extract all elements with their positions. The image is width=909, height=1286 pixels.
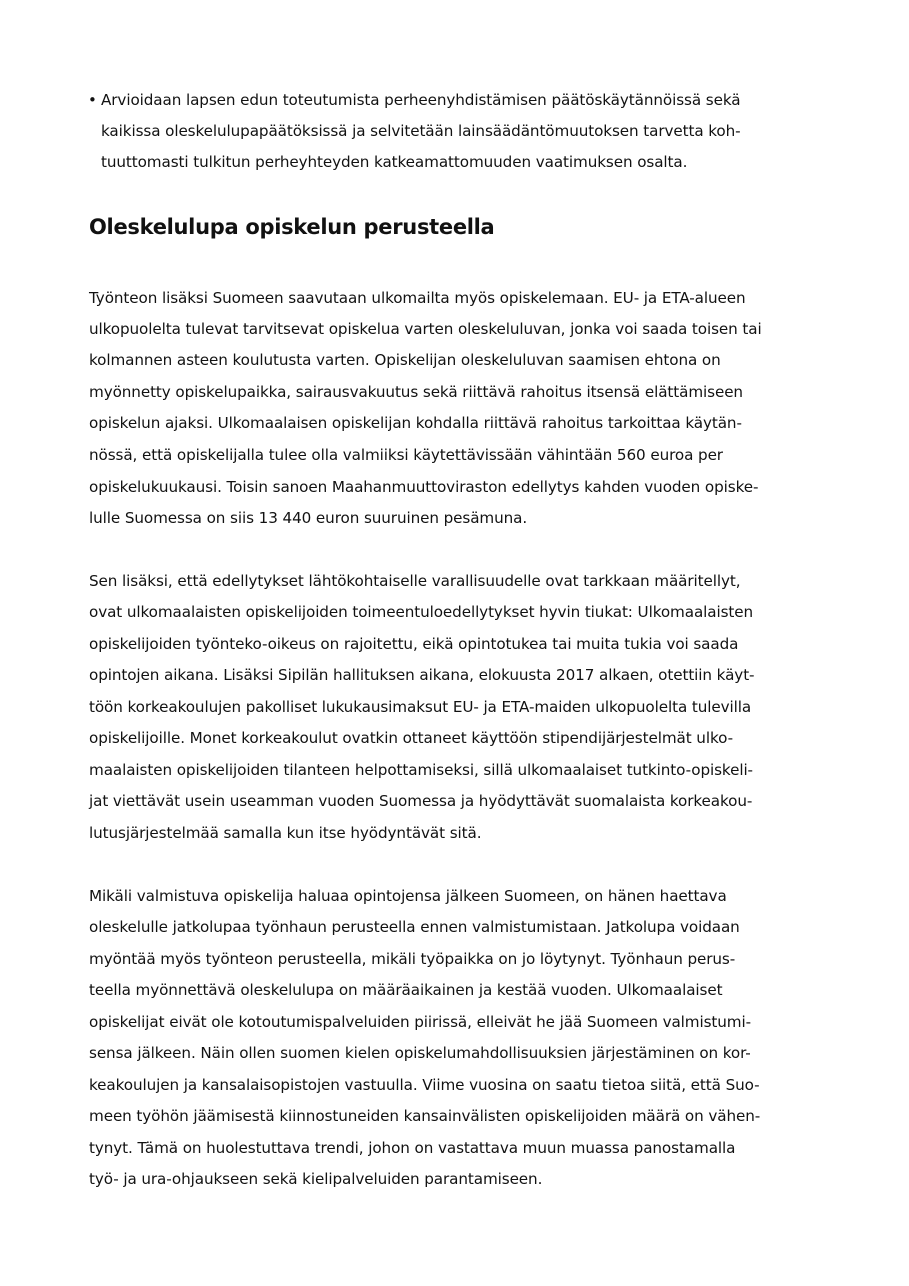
bullet-line: Arvioidaan lapsen edun toteutumista perheenyhdistämisen päätöskäytännöissä sekä [101,91,741,109]
paragraph-line: opiskelijat eivät ole kotoutumispalveluiden piirissä, elleivät he jää Suomeen valmistumi- [89,1013,751,1031]
paragraph-line: töön korkeakoulujen pakolliset lukukausimaksut EU- ja ETA-maiden ulkopuolelta tulevilla [89,698,752,716]
paragraph-line: tynyt. Tämä on huolestuttava trendi, johon on vastattava muun muassa panostamalla [89,1139,736,1157]
bullet-line: kaikissa oleskelulupapäätöksissä ja selvitetään lainsäädäntömuutoksen tarvetta koh- [101,122,741,140]
paragraph-line: kolmannen asteen koulutusta varten. Opiskelijan oleskeluluvan saamisen ehtona on [89,351,721,369]
paragraph-line: Työnteon lisäksi Suomeen saavutaan ulkomailta myös opiskelemaan. EU- ja ETA-alueen [89,289,746,307]
paragraph-line: opiskelijoille. Monet korkeakoulut ovatkin ottaneet käyttöön stipendijärjestelmät ulko- [89,729,733,747]
paragraph-line: nössä, että opiskelijalla tulee olla valmiiksi käytettävissään vähintään 560 euroa per [89,446,723,464]
paragraph-line: jat viettävät usein useamman vuoden Suomessa ja hyödyttävät suomalaista korkeakou- [89,792,753,810]
paragraph-line: sensa jälkeen. Näin ollen suomen kielen opiskelumahdollisuuksien järjestäminen on kor- [89,1044,751,1062]
paragraph-line: meen työhön jäämisestä kiinnostuneiden kansainvälisten opiskelijoiden määrä on vähen- [89,1107,761,1125]
paragraph-line: Sen lisäksi, että edellytykset lähtökohtaiselle varallisuudelle ovat tarkkaan määritellyt, [89,572,741,590]
paragraph-line: teella myönnettävä oleskelulupa on määräaikainen ja kestää vuoden. Ulkomaalaiset [89,981,723,999]
paragraph-line: lulle Suomessa on siis 13 440 euron suuruinen pesämuna. [89,509,528,527]
paragraph-line: ovat ulkomaalaisten opiskelijoiden toimeentuloedellytykset hyvin tiukat: Ulkomaalaisten [89,603,754,621]
paragraph-line: opiskelijoiden työnteko-oikeus on rajoitettu, eikä opintotukea tai muita tukia voi saada [89,635,739,653]
paragraph-line: opintojen aikana. Lisäksi Sipilän hallituksen aikana, elokuusta 2017 alkaen, otettiin käyt- [89,666,755,684]
bullet-line: tuuttomasti tulkitun perheyhteyden katkeamattomuuden vaatimuksen osalta. [101,153,688,171]
paragraph-line: keakoulujen ja kansalaisopistojen vastuulla. Viime vuosina on saatu tietoa siitä, että Suo- [89,1076,760,1094]
paragraph-line: opiskelun ajaksi. Ulkomaalaisen opiskelijan kohdalla riittävä rahoitus tarkoittaa käytän- [89,414,742,432]
paragraph-line: työ- ja ura-ohjaukseen sekä kielipalveluiden parantamiseen. [89,1170,543,1188]
bullet-marker: • [88,91,97,109]
paragraph-line: myönnetty opiskelupaikka, sairausvakuutus sekä riittävä rahoitus itsensä elättämiseen [89,383,743,401]
paragraph-line: myöntää myös työnteon perusteella, mikäli työpaikka on jo löytynyt. Työnhaun perus- [89,950,736,968]
paragraph-line: oleskelulle jatkolupaa työnhaun perusteella ennen valmistumistaan. Jatkolupa voidaan [89,918,740,936]
paragraph-line: opiskelukuukausi. Toisin sanoen Maahanmuuttoviraston edellytys kahden vuoden opiske- [89,478,759,496]
section-heading: Oleskelulupa opiskelun perusteella [89,215,495,239]
paragraph-line: Mikäli valmistuva opiskelija haluaa opintojensa jälkeen Suomeen, on hänen haettava [89,887,727,905]
paragraph-line: lutusjärjestelmää samalla kun itse hyödyntävät sitä. [89,824,482,842]
paragraph-line: ulkopuolelta tulevat tarvitsevat opiskelua varten oleskeluluvan, jonka voi saada toisen tai [89,320,762,338]
paragraph-line: maalaisten opiskelijoiden tilanteen helpottamiseksi, sillä ulkomaalaiset tutkinto-opiskeli- [89,761,753,779]
